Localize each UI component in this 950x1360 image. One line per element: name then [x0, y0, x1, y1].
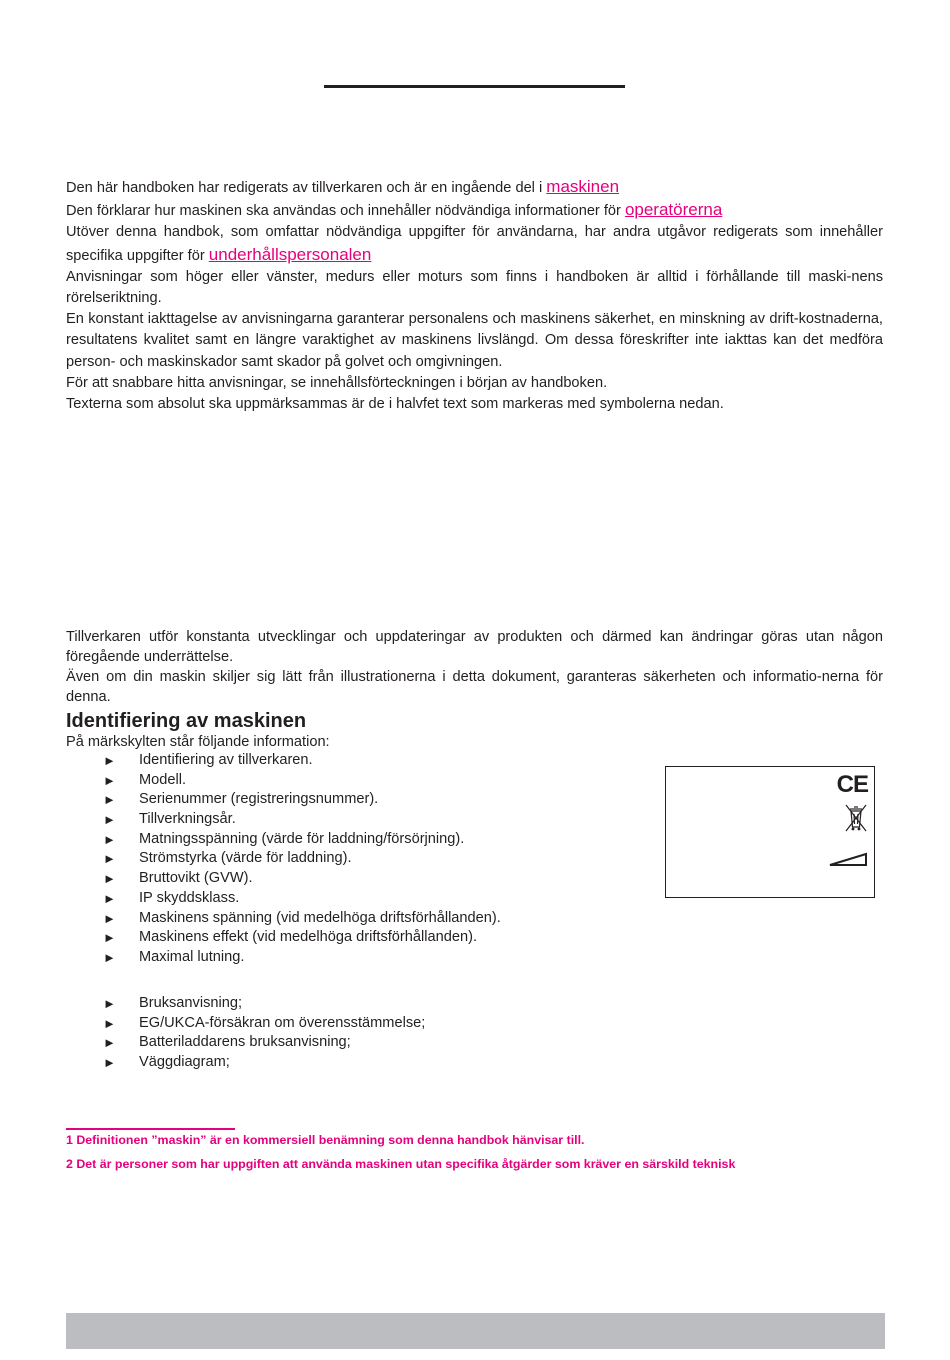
nameplate-diagram: [665, 766, 875, 898]
list-item: ► Väggdiagram;: [103, 1053, 425, 1073]
arrow-bullet-icon: ►: [103, 890, 116, 906]
intro-paragraph-2: Den förklarar hur maskinen ska användas och innehåller nödvändiga informationer för operatörerna: [66, 200, 723, 220]
list-item: ► Serienummer (registreringsnummer).: [103, 790, 501, 810]
arrow-bullet-icon: ►: [103, 1055, 116, 1071]
footnote-rule: [66, 1128, 235, 1130]
list-item: ► IP skyddsklass.: [103, 889, 501, 909]
arrow-bullet-icon: ►: [103, 772, 116, 788]
arrow-bullet-icon: ►: [103, 930, 116, 946]
footer-bar: [66, 1313, 885, 1349]
intro-paragraph-5: En konstant iakttagelse av anvisningarna garanterar personalens och maskinens säkerhet, en minskning av drift-kostnaderna, resultatens kvalitet samt en längre varaktighet av maskinens livslängd. Om dessa föreskrifter inte iakttas kan det medföra person- och maskinskador samt skador på golvet och omgivningen.: [66, 311, 883, 370]
intro-section: [66, 176, 883, 415]
arrow-bullet-icon: ►: [103, 812, 116, 828]
arrow-bullet-icon: ►: [103, 949, 116, 965]
intro-paragraph-7: Texterna som absolut ska uppmärksammas är de i halvfet text som markeras med symbolerna nedan.: [66, 396, 724, 413]
arrow-bullet-icon: ►: [103, 851, 116, 867]
list-item: ► Bruttovikt (GVW).: [103, 869, 501, 889]
underhallspersonalen-footnote-link[interactable]: underhållspersonalen: [208, 244, 372, 264]
intro-paragraph-3: Utöver denna handbok, som omfattar nödvändiga uppgifter för användarna, har andra utgåvor redigerats som innehåller specifika uppgifter för underhållspersonalen: [66, 224, 883, 264]
arrow-bullet-icon: ►: [103, 871, 116, 887]
list-item: ► Maximal lutning.: [103, 948, 501, 968]
development-section: [66, 627, 883, 707]
list-item: ► Bruksanvisning;: [103, 994, 425, 1014]
arrow-bullet-icon: ►: [103, 1035, 116, 1051]
development-paragraph-2: Även om din maskin skiljer sig lätt från illustrationerna i detta dokument, garanteras säkerheten och informatio-nerna för denna.: [66, 669, 883, 705]
crossed-out-bin-icon: [844, 803, 868, 833]
list-item: ► Maskinens spänning (vid medelhöga driftsförhållanden).: [103, 909, 501, 929]
list-item: ► Batteriladdarens bruksanvisning;: [103, 1033, 425, 1053]
list-item: ► Identifiering av tillverkaren.: [103, 751, 501, 771]
plate-info-list: [103, 751, 501, 968]
operatorerna-footnote-link[interactable]: operatörerna: [624, 200, 723, 220]
list-item: ► Tillverkningsår.: [103, 810, 501, 830]
list-item: ► EG/UKCA-försäkran om överensstämmelse;: [103, 1014, 425, 1034]
intro-paragraph-6: För att snabbare hitta anvisningar, se innehållsförteckningen i början av handboken.: [66, 374, 608, 391]
arrow-bullet-icon: ►: [103, 753, 116, 768]
section-heading: Identifiering av maskinen: [66, 710, 307, 732]
intro-paragraph-4: Anvisningar som höger eller vänster, medurs eller moturs som finns i handboken är alltid i förhållande till maski-nens rörelseriktning.: [66, 268, 883, 307]
list-item: ► Matningsspänning (värde för laddning/försörjning).: [103, 830, 501, 850]
document-list: [103, 994, 425, 1073]
list-item: ► Modell.: [103, 771, 501, 791]
footnote-2: 2 Det är personer som har uppgiften att använda maskinen utan specifika åtgärder som kräver en särskild teknisk: [66, 1157, 736, 1171]
title-rule: [324, 85, 625, 88]
plate-intro-text: På märkskylten står följande information:: [66, 734, 330, 750]
arrow-bullet-icon: ►: [103, 996, 116, 1011]
intro-paragraph-1: Den här handboken har redigerats av tillverkaren och är en ingående del i maskinen: [66, 177, 620, 196]
footnote-1: 1 Definitionen ”maskin” är en kommersiell benämning som denna handbok hänvisar till.: [66, 1133, 585, 1147]
arrow-bullet-icon: ►: [103, 910, 116, 926]
maskinen-footnote-link[interactable]: maskinen: [546, 177, 620, 196]
arrow-bullet-icon: ►: [103, 792, 116, 808]
list-item: ► Maskinens effekt (vid medelhöga driftsförhållanden).: [103, 928, 501, 948]
arrow-bullet-icon: ►: [103, 1015, 116, 1031]
arrow-bullet-icon: ►: [103, 831, 116, 847]
list-item: ► Strömstyrka (värde för laddning).: [103, 849, 501, 869]
slope-icon: [828, 851, 868, 867]
ce-mark-icon: CE: [836, 771, 868, 798]
development-paragraph-1: Tillverkaren utför konstanta utvecklingar och uppdateringar av produkten och därmed kan ändringar göras utan någon föregående underrättelse.: [66, 629, 883, 665]
